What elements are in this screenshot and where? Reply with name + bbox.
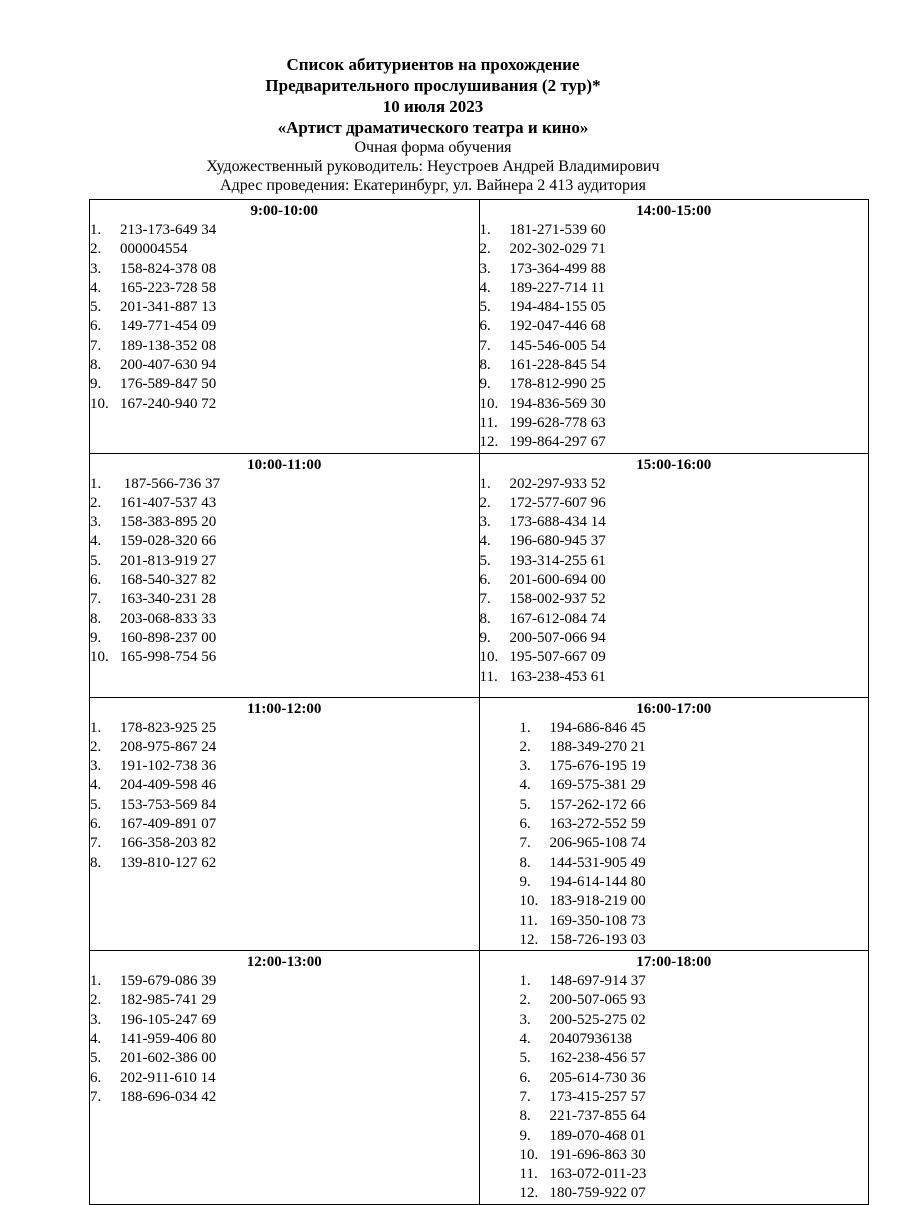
title-date: 10 июля 2023: [382, 97, 484, 116]
applicant-item: [520, 972, 869, 991]
applicant-item: [520, 1088, 869, 1107]
time-slot-label: 17:00-18:00: [636, 954, 712, 971]
item-number: 5.: [90, 552, 102, 569]
document-header: [0, 54, 866, 195]
item-number: 4.: [519, 1031, 531, 1048]
applicant-item: [520, 815, 869, 834]
item-number: 8.: [479, 610, 491, 627]
applicant-id: 188-349-270 21: [549, 738, 646, 755]
applicant-item: [480, 475, 869, 494]
item-number: 2.: [90, 494, 102, 511]
applicant-id: 204-409-598 46: [120, 777, 217, 794]
applicant-id: 200-507-065 93: [549, 992, 646, 1009]
applicant-item: [90, 796, 479, 815]
applicant-id: 196-680-945 37: [509, 533, 606, 550]
applicant-item: [480, 298, 869, 317]
applicant-id: 144-531-905 49: [549, 854, 646, 871]
applicant-id: 173-688-434 14: [509, 514, 606, 531]
applicant-item: [480, 668, 869, 687]
applicant-id: 175-676-195 19: [549, 758, 646, 775]
applicant-id: 149-771-454 09: [120, 318, 217, 335]
applicant-id: 20407936138: [549, 1031, 632, 1048]
time-slot-cell: [479, 453, 869, 697]
applicant-item: [90, 991, 479, 1010]
item-number: 4.: [90, 777, 102, 794]
item-number: 8.: [519, 854, 531, 871]
time-slot-cell: [479, 697, 869, 951]
applicant-id: 169-575-381 29: [549, 777, 646, 794]
applicant-item: [480, 433, 869, 452]
item-number: 6.: [90, 1069, 102, 1086]
time-slot-cell: [90, 951, 480, 1205]
applicant-id: 213-173-649 34: [120, 222, 217, 238]
applicant-item: [90, 1011, 479, 1030]
applicant-item: [90, 356, 479, 375]
item-number: 12.: [519, 931, 539, 948]
applicant-id: 200-507-066 94: [509, 629, 606, 646]
item-number: 12.: [479, 434, 499, 451]
applicant-id: 201-602-386 00: [120, 1050, 217, 1067]
applicant-item: [520, 834, 869, 853]
item-number: 6.: [519, 816, 531, 833]
item-number: 9.: [519, 1127, 531, 1144]
item-number: 5.: [519, 796, 531, 813]
item-number: 1.: [479, 222, 491, 238]
applicant-id: 201-341-887 13: [120, 299, 217, 316]
item-number: 6.: [90, 572, 102, 589]
time-slot-cell: [90, 453, 480, 697]
applicant-item: [90, 395, 479, 414]
applicant-id: 178-812-990 25: [509, 376, 606, 393]
applicant-id: 163-238-453 61: [509, 668, 606, 685]
applicant-id: 205-614-730 36: [549, 1069, 646, 1086]
item-number: 6.: [479, 572, 491, 589]
applicant-id: 188-696-034 42: [120, 1088, 217, 1105]
schedule-row: [90, 951, 869, 1205]
applicant-id: 159-028-320 66: [120, 533, 217, 550]
item-number: 8.: [90, 854, 102, 871]
applicant-list: [90, 475, 479, 668]
time-slot-label: 9:00-10:00: [250, 203, 318, 219]
applicant-item: [520, 931, 869, 950]
applicant-item: [90, 815, 479, 834]
applicant-item: [520, 738, 869, 757]
applicant-id: 189-070-468 01: [549, 1127, 646, 1144]
applicant-id: 178-823-925 25: [120, 719, 217, 736]
applicant-item: [520, 776, 869, 795]
applicant-id: 208-975-867 24: [120, 738, 217, 755]
applicant-item: [520, 1030, 869, 1049]
applicant-id: 193-314-255 61: [509, 552, 606, 569]
item-number: 10.: [479, 649, 499, 666]
applicant-id: 163-340-231 28: [120, 591, 217, 608]
item-number: 9.: [90, 629, 102, 646]
applicant-id: 157-262-172 66: [549, 796, 646, 813]
applicant-id: 158-383-895 20: [120, 514, 217, 531]
applicant-id: 139-810-127 62: [120, 854, 217, 871]
item-number: 2.: [519, 992, 531, 1009]
item-number: 11.: [519, 912, 538, 929]
applicant-id: 221-737-855 64: [549, 1108, 646, 1125]
applicant-item: [90, 1030, 479, 1049]
applicant-item: [520, 796, 869, 815]
item-number: 4.: [479, 533, 491, 550]
applicant-id: 180-759-922 07: [549, 1185, 646, 1202]
item-number: 8.: [90, 357, 102, 374]
applicant-item: [520, 854, 869, 873]
applicant-item: [480, 552, 869, 571]
item-number: 10.: [519, 1146, 539, 1163]
applicant-id: 000004554: [120, 241, 188, 258]
applicant-id: 169-350-108 73: [549, 912, 646, 929]
applicant-item: [90, 221, 479, 240]
item-number: 1.: [90, 475, 102, 492]
venue-address: Адрес проведения: Екатеринбург, ул. Вайнера 2 413 аудитория: [220, 177, 646, 194]
applicant-item: [520, 1049, 869, 1068]
applicant-item: [480, 629, 869, 648]
applicant-item: [90, 834, 479, 853]
applicant-id: 191-696-863 30: [549, 1146, 646, 1163]
applicant-list: [480, 221, 869, 453]
item-number: 4.: [90, 279, 102, 296]
applicant-id: 163-272-552 59: [549, 816, 646, 833]
item-number: 6.: [519, 1069, 531, 1086]
item-number: 5.: [519, 1050, 531, 1067]
item-number: 1.: [90, 719, 102, 736]
applicant-item: [480, 532, 869, 551]
applicant-id: 202-911-610 14: [120, 1069, 216, 1086]
applicant-id: 183-918-219 00: [549, 893, 646, 910]
applicant-list: [90, 719, 479, 873]
applicant-item: [480, 260, 869, 279]
applicant-item: [480, 279, 869, 298]
applicant-item: [520, 1127, 869, 1146]
item-number: 8.: [519, 1108, 531, 1125]
item-number: 2.: [479, 494, 491, 511]
schedule-row: [90, 453, 869, 697]
item-number: 9.: [479, 376, 491, 393]
item-number: 3.: [90, 758, 102, 775]
applicant-item: [90, 776, 479, 795]
applicant-id: 200-407-630 94: [120, 357, 217, 374]
applicant-item: [480, 610, 869, 629]
item-number: 6.: [479, 318, 491, 335]
applicant-item: [480, 337, 869, 356]
item-number: 7.: [519, 835, 531, 852]
item-number: 11.: [519, 1166, 538, 1183]
applicant-id: 195-507-667 09: [509, 649, 606, 666]
item-number: 1.: [479, 475, 491, 492]
item-number: 3.: [479, 260, 491, 277]
applicant-id: 158-726-193 03: [549, 931, 646, 948]
applicant-list: [480, 475, 869, 687]
applicant-id: 203-068-833 33: [120, 610, 217, 627]
applicant-item: [90, 854, 479, 873]
item-number: 7.: [90, 337, 102, 354]
applicant-item: [480, 221, 869, 240]
item-number: 1.: [90, 222, 102, 238]
applicant-item: [520, 1011, 869, 1030]
item-number: 8.: [479, 357, 491, 374]
study-form: Очная форма обучения: [354, 139, 512, 156]
applicant-item: [90, 298, 479, 317]
item-number: 2.: [90, 241, 102, 258]
applicant-item: [480, 513, 869, 532]
applicant-item: [520, 719, 869, 738]
applicant-item: [520, 1107, 869, 1126]
item-number: 11.: [479, 668, 498, 685]
applicant-item: [520, 912, 869, 931]
applicant-id: 206-965-108 74: [549, 835, 646, 852]
applicant-id: 160-898-237 00: [120, 629, 217, 646]
applicant-item: [90, 260, 479, 279]
applicant-item: [90, 648, 479, 667]
applicant-item: [520, 1146, 869, 1165]
item-number: 9.: [519, 873, 531, 890]
item-number: 10.: [479, 395, 499, 412]
applicant-item: [90, 240, 479, 259]
applicant-item: [90, 552, 479, 571]
applicant-id: 168-540-327 82: [120, 572, 217, 589]
item-number: 4.: [479, 279, 491, 296]
item-number: 5.: [90, 1050, 102, 1067]
time-slot-cell: [479, 951, 869, 1205]
applicant-item: [90, 590, 479, 609]
applicant-id: 202-302-029 71: [509, 241, 606, 258]
applicant-item: [480, 590, 869, 609]
item-number: 5.: [479, 552, 491, 569]
applicant-item: [90, 571, 479, 590]
applicant-id: 194-836-569 30: [509, 395, 606, 412]
applicant-id: 182-985-741 29: [120, 992, 217, 1009]
item-number: 7.: [90, 1088, 102, 1105]
applicant-list: [90, 972, 479, 1107]
applicant-id: 163-072-011-23: [549, 1166, 647, 1183]
applicant-item: [90, 494, 479, 513]
applicant-id: 167-240-940 72: [120, 395, 217, 412]
applicant-list: [90, 221, 479, 414]
item-number: 10.: [90, 649, 109, 666]
item-number: 8.: [90, 610, 102, 627]
applicant-id: 148-697-914 37: [549, 973, 646, 990]
item-number: 5.: [90, 796, 102, 813]
applicant-id: 145-546-005 54: [509, 337, 606, 354]
applicant-id: 202-297-933 52: [509, 475, 606, 492]
applicant-id: 165-223-728 58: [120, 279, 217, 296]
applicant-id: 196-105-247 69: [120, 1011, 217, 1028]
applicant-item: [480, 317, 869, 336]
applicant-item: [480, 414, 869, 433]
time-slot-cell: [90, 200, 480, 454]
applicant-id: 167-409-891 07: [120, 816, 217, 833]
time-slot-label: 11:00-12:00: [247, 700, 322, 717]
schedule-row: [90, 697, 869, 951]
applicant-item: [90, 1088, 479, 1107]
item-number: 4.: [519, 777, 531, 794]
applicant-item: [520, 873, 869, 892]
applicant-item: [520, 757, 869, 776]
applicant-id: 167-612-084 74: [509, 610, 606, 627]
applicant-item: [90, 972, 479, 991]
applicant-item: [90, 532, 479, 551]
applicant-id: 191-102-738 36: [120, 758, 217, 775]
title-program: «Артист драматического театра и кино»: [277, 118, 589, 137]
applicant-item: [480, 240, 869, 259]
applicant-item: [90, 279, 479, 298]
applicant-id: 173-415-257 57: [549, 1088, 646, 1105]
applicant-item: [520, 1184, 869, 1203]
applicant-id: 192-047-446 68: [509, 318, 606, 335]
time-slot-label: 15:00-16:00: [636, 456, 712, 473]
applicant-list: [480, 972, 869, 1204]
item-number: 5.: [90, 299, 102, 316]
applicant-item: [480, 356, 869, 375]
item-number: 3.: [90, 260, 102, 277]
applicant-item: [90, 719, 479, 738]
applicant-id: 189-138-352 08: [120, 337, 217, 354]
applicant-item: [480, 375, 869, 394]
applicant-id: 172-577-607 96: [509, 494, 606, 511]
applicant-item: [90, 337, 479, 356]
time-slot-label: 16:00-17:00: [636, 700, 712, 717]
item-number: 7.: [479, 337, 491, 354]
applicant-id: 166-358-203 82: [120, 835, 217, 852]
applicant-id: 173-364-499 88: [509, 260, 606, 277]
applicant-item: [480, 395, 869, 414]
applicant-id: 165-998-754 56: [120, 649, 217, 666]
title-line-1: Список абитуриентов на прохождение: [286, 55, 580, 74]
applicant-id: 159-679-086 39: [120, 973, 217, 990]
item-number: 6.: [90, 816, 102, 833]
time-slot-label: 12:00-13:00: [246, 954, 322, 971]
applicant-id: 199-628-778 63: [509, 414, 606, 431]
time-slot-label: 10:00-11:00: [247, 456, 322, 473]
applicant-item: [90, 317, 479, 336]
item-number: 1.: [519, 973, 531, 990]
applicant-id: 201-600-694 00: [509, 572, 606, 589]
applicant-item: [520, 991, 869, 1010]
item-number: 10.: [519, 893, 539, 910]
applicant-id: 187-566-736 37: [120, 475, 220, 492]
applicant-item: [480, 571, 869, 590]
applicant-item: [520, 892, 869, 911]
applicant-id: 200-525-275 02: [549, 1011, 646, 1028]
item-number: 1.: [90, 973, 102, 990]
item-number: 7.: [519, 1088, 531, 1105]
art-director: Художественный руководитель: Неустроев Андрей Владимирович: [206, 158, 660, 175]
applicant-id: 194-614-144 80: [549, 873, 646, 890]
applicant-item: [90, 475, 479, 494]
applicant-item: [90, 1069, 479, 1088]
applicant-id: 158-002-937 52: [509, 591, 606, 608]
applicant-item: [90, 610, 479, 629]
schedule-row: [90, 200, 869, 454]
item-number: 2.: [519, 738, 531, 755]
item-number: 4.: [90, 1031, 102, 1048]
item-number: 3.: [519, 758, 531, 775]
item-number: 7.: [90, 591, 102, 608]
applicant-id: 189-227-714 11: [509, 279, 606, 296]
applicant-id: 194-686-846 45: [549, 719, 646, 736]
item-number: 10.: [90, 395, 109, 412]
applicant-item: [90, 629, 479, 648]
applicant-id: 141-959-406 80: [120, 1031, 217, 1048]
item-number: 3.: [479, 514, 491, 531]
applicant-item: [90, 375, 479, 394]
applicant-id: 176-589-847 50: [120, 376, 217, 393]
item-number: 3.: [90, 1011, 102, 1028]
applicant-item: [90, 513, 479, 532]
applicant-id: 201-813-919 27: [120, 552, 217, 569]
applicant-id: 161-407-537 43: [120, 494, 217, 511]
item-number: 3.: [519, 1011, 531, 1028]
applicant-id: 158-824-378 08: [120, 260, 217, 277]
time-slot-label: 14:00-15:00: [636, 203, 712, 219]
item-number: 6.: [90, 318, 102, 335]
item-number: 9.: [90, 376, 102, 393]
applicant-item: [90, 738, 479, 757]
applicant-list: [480, 719, 869, 951]
title-line-2: Предварительного прослушивания (2 тур)*: [265, 76, 601, 95]
item-number: 4.: [90, 533, 102, 550]
applicant-id: 162-238-456 57: [549, 1050, 646, 1067]
item-number: 2.: [90, 738, 102, 755]
item-number: 7.: [479, 591, 491, 608]
applicant-id: 181-271-539 60: [509, 222, 606, 238]
item-number: 5.: [479, 299, 491, 316]
applicant-item: [480, 494, 869, 513]
item-number: 12.: [519, 1185, 539, 1202]
time-slot-cell: [90, 697, 480, 951]
applicant-item: [520, 1069, 869, 1088]
item-number: 7.: [90, 835, 102, 852]
applicant-item: [90, 1049, 479, 1068]
applicant-id: 161-228-845 54: [509, 357, 606, 374]
applicant-id: 194-484-155 05: [509, 299, 606, 316]
item-number: 1.: [519, 719, 531, 736]
applicant-id: 153-753-569 84: [120, 796, 217, 813]
applicant-item: [480, 648, 869, 667]
time-slot-cell: [479, 200, 869, 454]
applicant-id: 199-864-297 67: [509, 434, 606, 451]
item-number: 2.: [90, 992, 102, 1009]
item-number: 3.: [90, 514, 102, 531]
applicant-item: [90, 757, 479, 776]
item-number: 11.: [479, 414, 498, 431]
item-number: 2.: [479, 241, 491, 258]
applicant-item: [520, 1165, 869, 1184]
schedule-table: [89, 199, 869, 1205]
item-number: 9.: [479, 629, 491, 646]
